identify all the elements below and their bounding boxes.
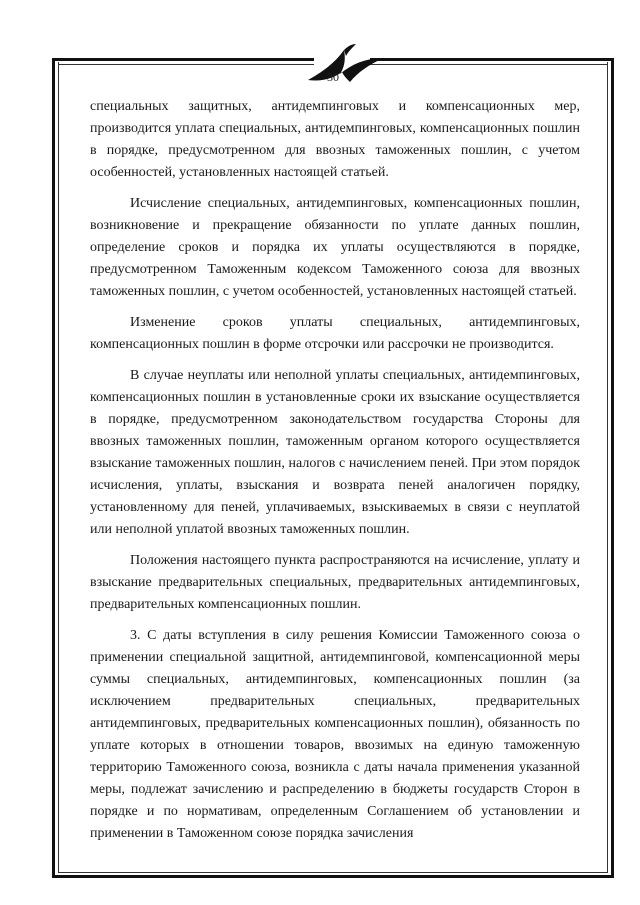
page-number: 30 (327, 70, 339, 84)
paragraph-calculation: Исчисление специальных, антидемпинговых, компенсационных пошлин, возникновение и прекращение обязанности по уплате данных пошлин, определение сроков и порядка их уплаты осуществляются в порядке, предусмотренном Таможенным кодексом Таможенного союза для ввозных таможенных пошлин, с учетом особенностей, установленных настоящей статьей. (90, 196, 580, 299)
emblem-icon (300, 42, 390, 92)
paragraph-item-3: 3. С даты вступления в силу решения Комиссии Таможенного союза о применении специальной защитной, антидемпинговой, компенсационной меры суммы специальных, антидемпинговых, компенсационных пошлин (за исключением предварительных специальных, предварительных антидемпинговых, предварительных компенсационных пошлин), обязанность по уплате которых в отношении товаров, ввозимых на единую таможенную территорию Таможенного союза, возникла с даты начала применения указанной меры, подлежат зачислению и распределению в бюджеты государств Сторон в порядке и по нормативам, определенным Соглашением об установлении и применении в Таможенном союзе порядка зачисления (90, 628, 580, 841)
document-body (90, 96, 580, 845)
paragraph-deadline-change: Изменение сроков уплаты специальных, антидемпинговых, компенсационных пошлин в форме отсрочки или рассрочки не производится. (90, 315, 580, 352)
paragraph-continuation: специальных защитных, антидемпинговых и компенсационных мер, производится уплата специальных, антидемпинговых, компенсационных пошлин в порядке, предусмотренном для ввозных таможенных пошлин, с учетом особенностей, установленных настоящей статьей. (90, 99, 580, 180)
paragraph-provisions: Положения настоящего пункта распространяются на исчисление, уплату и взыскание предварительных специальных, предварительных антидемпинговых, предварительных компенсационных пошлин. (90, 553, 580, 612)
paragraph-non-payment: В случае неуплаты или неполной уплаты специальных, антидемпинговых, компенсационных пошлин в установленные сроки их взыскание осуществляется в порядке, предусмотренном законодательством государства Стороны для ввозных таможенных пошлин, таможенным органом которого осуществляется взыскание таможенных пошлин, налогов с начислением пеней. При этом порядок исчисления, уплаты, взыскания и возврата пеней аналогичен порядку, установленному для пеней, уплачиваемых, взыскиваемых в связи с неуплатой или неполной уплатой ввозных таможенных пошлин. (90, 368, 580, 537)
